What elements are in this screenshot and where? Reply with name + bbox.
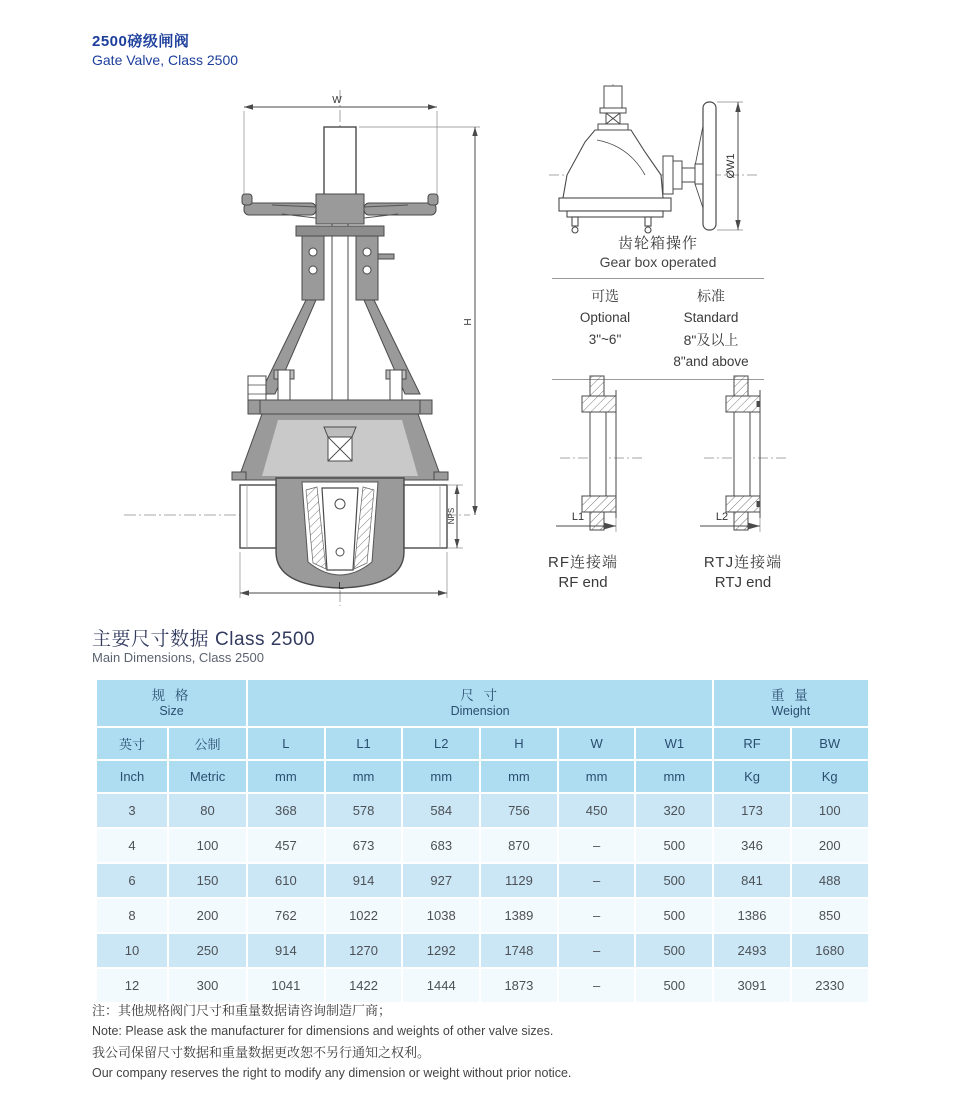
rtj-end-drawing [700, 370, 795, 555]
table-row [96, 863, 869, 898]
body-lug-right [434, 472, 448, 480]
column-header-cell: H [480, 727, 558, 760]
section-title [92, 624, 315, 651]
column-header-cell: L2 [402, 727, 480, 760]
section-title-class: Class 2500 [215, 629, 316, 650]
table-cell: 3091 [713, 968, 791, 1003]
table-cell: – [558, 828, 636, 863]
table-cell: 756 [480, 793, 558, 828]
dim-label-l2: L2 [715, 511, 729, 523]
table-cell: 6 [96, 863, 168, 898]
table-cell: 1422 [325, 968, 403, 1003]
dimension-table [95, 678, 870, 1004]
table-row [96, 968, 869, 1003]
unit-header-cell: mm [402, 760, 480, 793]
table-cell: 8 [96, 898, 168, 933]
table-cell: 457 [247, 828, 325, 863]
table-cell: 1386 [713, 898, 791, 933]
dim-label-w: W [332, 95, 342, 106]
table-cell: 673 [325, 828, 403, 863]
table-cell: 870 [480, 828, 558, 863]
unit-header-cell: mm [635, 760, 713, 793]
table-row [96, 828, 869, 863]
wedge-hole-bottom [336, 548, 344, 556]
table-cell: – [558, 968, 636, 1003]
rf-end-caption-en: RF end [558, 574, 608, 591]
table-cell: 200 [791, 828, 869, 863]
rf-end-caption [518, 553, 648, 593]
table-cell: 584 [402, 793, 480, 828]
gearbox-drawing [545, 80, 770, 240]
table-row [96, 933, 869, 968]
column-header-cell: L1 [325, 727, 403, 760]
unit-header-cell: mm [558, 760, 636, 793]
gearbox-standard-column [658, 285, 764, 373]
gearbox-handwheel [695, 102, 716, 230]
rtj-groove [757, 401, 761, 407]
dimension-l2 [700, 523, 760, 530]
table-cell: 500 [635, 933, 713, 968]
rf-end-drawing [556, 370, 651, 555]
table-cell: 1389 [480, 898, 558, 933]
note-line: 注：其他规格阀门尺寸和重量数据请咨询制造厂商； [92, 1003, 392, 1018]
table-cell: 488 [791, 863, 869, 898]
table-cell: 841 [713, 863, 791, 898]
table-cell: 2330 [791, 968, 869, 1003]
column-header-cell: BW [791, 727, 869, 760]
table-cell: – [558, 933, 636, 968]
unit-header-cell: Kg [791, 760, 869, 793]
dim-label-l: L [338, 581, 344, 592]
table-cell: – [558, 863, 636, 898]
unit-header-cell: mm [325, 760, 403, 793]
table-cell: 1444 [402, 968, 480, 1003]
body-lug-left [232, 472, 246, 480]
table-row [96, 898, 869, 933]
table-cell: 346 [713, 828, 791, 863]
handwheel [242, 194, 438, 224]
pipe-end-left [240, 485, 276, 548]
table-cell: 1041 [247, 968, 325, 1003]
standard-label-zh: 标准 [697, 288, 725, 304]
dimension-table-head [96, 679, 869, 793]
column-header-cell: 公制 [168, 727, 247, 760]
table-cell: 1748 [480, 933, 558, 968]
footnotes [92, 1000, 852, 1084]
group-header-cell: 重 量 Weight [713, 679, 868, 727]
table-cell: 250 [168, 933, 247, 968]
table-cell: 683 [402, 828, 480, 863]
pipe-end-right [404, 485, 447, 548]
unit-header-cell: mm [247, 760, 325, 793]
table-cell: 4 [96, 828, 168, 863]
table-cell: 500 [635, 863, 713, 898]
optional-label-en: Optional [579, 310, 631, 325]
table-cell: 320 [635, 793, 713, 828]
rtj-groove [757, 501, 761, 507]
dim-label-w1: ØW1 [725, 153, 737, 179]
group-header-cell: 规 格 Size [96, 679, 247, 727]
divider [552, 278, 764, 279]
table-cell: 3 [96, 793, 168, 828]
unit-header-cell: mm [480, 760, 558, 793]
gearbox-stem [598, 86, 628, 130]
page-title-en: Gate Valve, Class 2500 [92, 52, 239, 68]
unit-header-cell: Kg [713, 760, 791, 793]
group-header-row [96, 679, 869, 727]
table-cell: 1038 [402, 898, 480, 933]
gearbox-caption-zh: 齿轮箱操作 [617, 235, 698, 252]
dim-label-l1: L1 [571, 511, 585, 523]
stem-connector [324, 427, 356, 461]
table-cell: 1292 [402, 933, 480, 968]
rtj-end-caption-zh: RTJ连接端 [703, 554, 783, 571]
section-subtitle: Main Dimensions, Class 2500 [92, 650, 264, 665]
table-cell: 100 [791, 793, 869, 828]
table-cell: 1022 [325, 898, 403, 933]
table-cell: 578 [325, 793, 403, 828]
table-cell: 850 [791, 898, 869, 933]
column-header-cell: 英寸 [96, 727, 168, 760]
dimension-table-body [96, 793, 869, 1003]
unit-header-cell: Metric [168, 760, 247, 793]
table-cell: 300 [168, 968, 247, 1003]
table-cell: 1129 [480, 863, 558, 898]
gearbox-caption-en: Gear box operated [599, 254, 717, 270]
gearbox-housing [559, 130, 671, 233]
table-cell: 100 [168, 828, 247, 863]
table-cell: 80 [168, 793, 247, 828]
optional-label-zh: 可选 [591, 288, 619, 304]
dim-label-h: H [463, 318, 474, 326]
section-title-zh: 主要尺寸数据 [92, 629, 210, 650]
table-cell: 1873 [480, 968, 558, 1003]
table-cell: 500 [635, 968, 713, 1003]
gearbox-shaft [663, 156, 695, 194]
table-cell: 500 [635, 828, 713, 863]
standard-label-en: Standard [683, 310, 739, 325]
table-cell: 10 [96, 933, 168, 968]
note-line: 我公司保留尺寸数据和重量数据更改恕不另行通知之权利。 [92, 1045, 431, 1060]
column-header-row [96, 727, 869, 760]
table-cell: – [558, 898, 636, 933]
rtj-end-caption-en: RTJ end [714, 574, 772, 591]
table-cell: 2493 [713, 933, 791, 968]
table-cell: 200 [168, 898, 247, 933]
dim-label-nps: NPS [447, 507, 456, 525]
table-cell: 914 [325, 863, 403, 898]
dimension-l1 [556, 523, 616, 530]
table-cell: 1270 [325, 933, 403, 968]
table-cell: 150 [168, 863, 247, 898]
table-cell: 927 [402, 863, 480, 898]
column-header-cell: RF [713, 727, 791, 760]
table-cell: 500 [635, 898, 713, 933]
unit-header-row [96, 760, 869, 793]
table-row [96, 793, 869, 828]
gearbox-note [552, 234, 764, 386]
page-title-zh: 2500磅级闸阀 [92, 33, 190, 50]
group-header-cell: 尺 寸 Dimension [247, 679, 713, 727]
standard-range-en: 8"and above [673, 354, 749, 369]
note-line: Our company reserves the right to modify any dimension or weight without prior notice. [92, 1066, 572, 1080]
table-cell: 762 [247, 898, 325, 933]
table-cell: 12 [96, 968, 168, 1003]
table-cell: 610 [247, 863, 325, 898]
column-header-cell: W1 [635, 727, 713, 760]
table-cell: 914 [247, 933, 325, 968]
rf-end-caption-zh: RF连接端 [548, 554, 618, 571]
optional-range: 3"~6" [588, 332, 622, 347]
column-header-cell: L [247, 727, 325, 760]
standard-range-zh: 8"及以上 [683, 332, 739, 348]
gate-valve-section-drawing [110, 82, 490, 612]
column-header-cell: W [558, 727, 636, 760]
unit-header-cell: Inch [96, 760, 168, 793]
dimension-table-container [95, 678, 870, 1004]
rtj-end-caption [678, 553, 808, 593]
note-line: Note: Please ask the manufacturer for dimensions and weights of other valve sizes. [92, 1024, 554, 1038]
table-cell: 368 [247, 793, 325, 828]
table-cell: 173 [713, 793, 791, 828]
gearbox-optional-column [552, 285, 658, 373]
wedge-hole-top [335, 499, 345, 509]
table-cell: 1680 [791, 933, 869, 968]
table-cell: 450 [558, 793, 636, 828]
